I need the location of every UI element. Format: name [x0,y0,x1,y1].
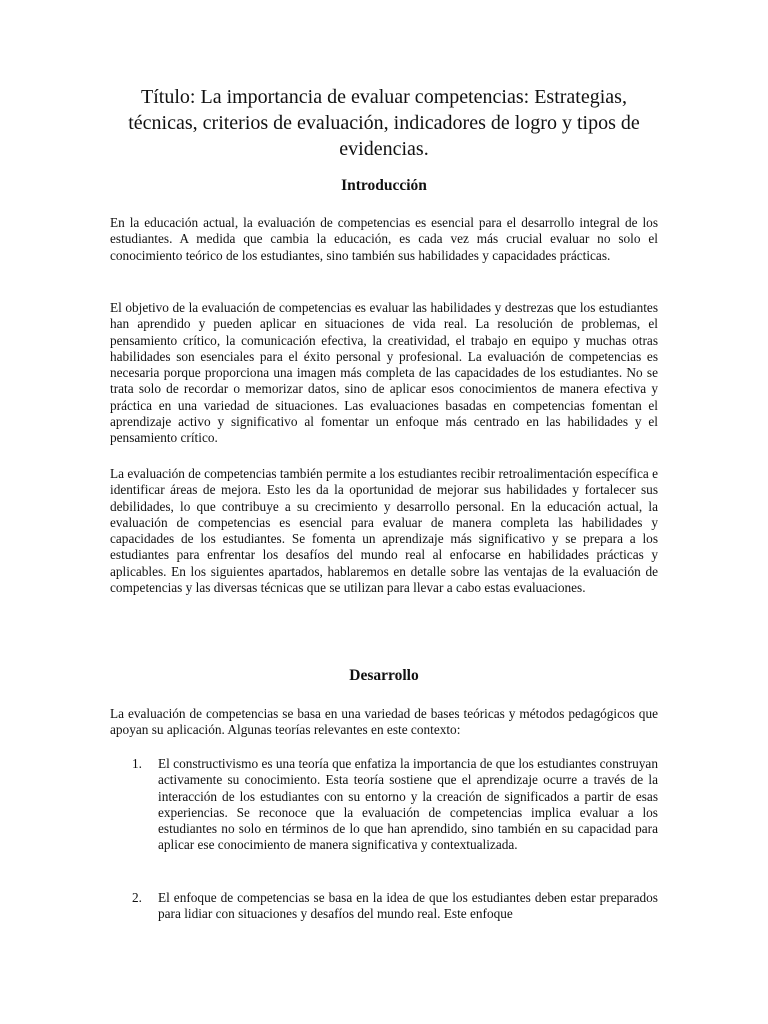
desarrollo-paragraph-1: La evaluación de competencias se basa en una variedad de bases teóricas y métodos pedagógicos que apoyan su aplicación. Algunas teorías relevantes en este contexto: [110,706,658,738]
section-heading-introduccion: Introducción [341,177,427,194]
list-item [110,756,658,854]
document-title: Título: La importancia de evaluar competencias: Estrategias, técnicas, criterios de evaluación, indicadores de logro y tipos de evidencias. [128,86,640,160]
list-item-number: 1. [132,756,142,771]
list-item-text: El constructivismo es una teoría que enfatiza la importancia de que los estudiantes construyan activamente su conocimiento. Esta teoría sostiene que el aprendizaje ocurre a través de la interacción de los estudiantes con su entorno y la creación de significados a partir de esas experiencias. Se reconoce que la evaluación de competencias implica evaluar a los estudiantes no solo en términos de lo que han aprendido, sino también en su capacidad para aplicar ese conocimiento de manera significativa y contextualizada. [158,756,658,853]
intro-paragraph-1: En la educación actual, la evaluación de competencias es esencial para el desarrollo integral de los estudiantes. A medida que cambia la educación, es cada vez más crucial evaluar no solo el conocimiento teórico de los estudiantes, sino también sus habilidades y capacidades prácticas. [110,215,658,263]
list-item-number: 2. [132,890,142,905]
list-item-text: El enfoque de competencias se basa en la idea de que los estudiantes deben estar preparados para lidiar con situaciones y desafíos del mundo real. Este enfoque [158,890,658,922]
intro-paragraph-3: La evaluación de competencias también permite a los estudiantes recibir retroalimentación específica e identificar áreas de mejora. Esto les da la oportunidad de mejorar sus habilidades y fortalecer sus debilidades, lo que contribuye a su crecimiento y desarrollo personal. En la educación actual, la evaluación de competencias es esencial para evaluar de manera completa las habilidades y capacidades de los estudiantes. Se fomenta un aprendizaje más significativo y se prepara a los estudiantes para enfrentar los desafíos del mundo real al enfocarse en habilidades prácticas y aplicables. En los siguientes apartados, hablaremos en detalle sobre las ventajas de la evaluación de competencias y las diversas técnicas que se utilizan para llevar a cabo estas evaluaciones. [110,466,658,596]
intro-paragraph-2: El objetivo de la evaluación de competencias es evaluar las habilidades y destrezas que los estudiantes han aprendido y pueden aplicar en situaciones de vida real. La resolución de problemas, el pensamiento crítico, la comunicación efectiva, la creatividad, el trabajo en equipo y muchas otras habilidades son esenciales para el éxito personal y profesional. La evaluación de competencias es necesaria porque proporciona una imagen más completa de las capacidades de los estudiantes. No se trata solo de recordar o memorizar datos, sino de aplicar esos conocimientos de manera efectiva y práctica en una variedad de situaciones. Las evaluaciones basadas en competencias fomentan el aprendizaje activo y significativo al fomentar un enfoque más centrado en las habilidades y el pensamiento crítico. [110,300,658,446]
list-item [110,890,658,923]
section-heading-desarrollo: Desarrollo [349,667,419,684]
